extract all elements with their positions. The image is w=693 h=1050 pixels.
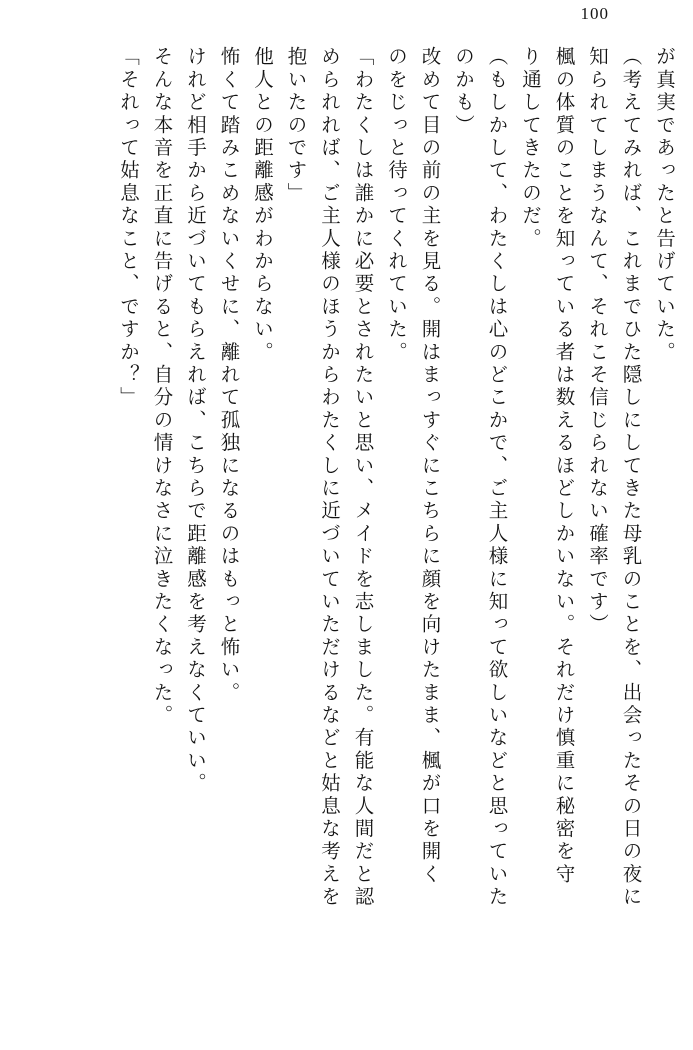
text-line: 「わたくしは誰かに必要とされたいと思い、メイドを志しました。有能な人間だと認 <box>351 46 373 909</box>
text-line: のかも） <box>452 46 473 137</box>
text-line: （もしかして、わたくしは心のどこかで、ご主人様に知って欲しいなどと思っていた <box>485 46 507 909</box>
text-line: が真実であったと告げていた。 <box>653 46 674 364</box>
text-line: そんな本音を正直に告げると、自分の情けなさに泣きたくなった。 <box>150 46 172 727</box>
text-line: （考えてみれば、これまでひた隠しにしてきた母乳のことを、出会ったその日の夜に <box>619 46 641 909</box>
page-number: 100 <box>580 4 609 23</box>
text-line: 「それって姑息なこと、ですか？」 <box>117 46 138 410</box>
text-line: められれば、ご主人様のほうからわたくしに近づいていただけるなどと姑息な考えを <box>318 46 339 909</box>
text-line: のをじっと待ってくれていた。 <box>385 46 406 364</box>
text-line: 抱いたのです」 <box>284 46 306 205</box>
text-line: 楓の体質のことを知っている者は数えるほどしかいない。それだけ慎重に秘密を守 <box>552 46 574 886</box>
text-line: けれど相手から近づいてもらえれば、こちらで距離感を考えなくていい。 <box>184 46 205 796</box>
body-text-block <box>24 46 673 1016</box>
text-line: 他人との距離感がわからない。 <box>251 46 272 364</box>
text-line: 知られてしまうなんて、それこそ信じられない確率です） <box>586 46 607 637</box>
text-line: 改めて目の前の主を見る。開はまっすぐにこちらに顔を向けたまま、楓が口を開く <box>418 46 440 886</box>
text-line: 怖くて踏みこめないくせに、離れて孤独になるのはもっと怖い。 <box>217 46 239 705</box>
text-line: り通してきたのだ。 <box>519 46 540 251</box>
